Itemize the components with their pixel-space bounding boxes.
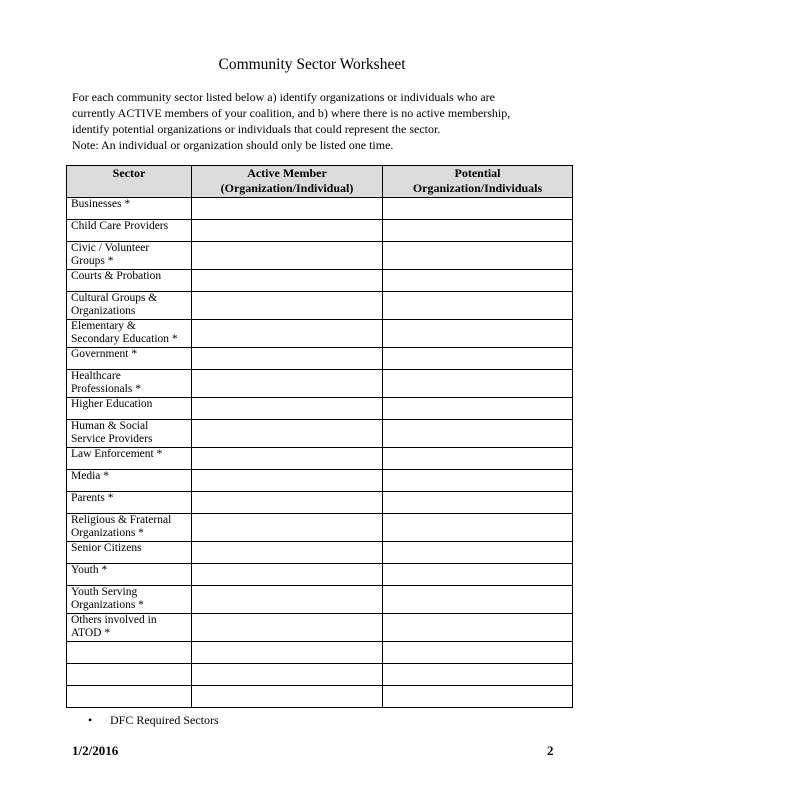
- table-row: [67, 514, 573, 542]
- active-member-cell[interactable]: [192, 320, 383, 348]
- sector-label-line: Senior Citizens: [71, 542, 142, 554]
- active-member-cell[interactable]: [192, 448, 383, 470]
- potential-cell[interactable]: [383, 686, 573, 708]
- table-row: [67, 586, 573, 614]
- table-row: [67, 320, 573, 348]
- active-member-cell[interactable]: [192, 198, 383, 220]
- potential-cell[interactable]: [383, 292, 573, 320]
- table-row: [67, 542, 573, 564]
- sector-cell: [67, 420, 192, 448]
- potential-cell[interactable]: [383, 370, 573, 398]
- page-number: 2: [547, 743, 554, 758]
- sector-cell: [67, 220, 192, 242]
- sector-label-line: Elementary &: [71, 320, 136, 332]
- sector-label-line: Child Care Providers: [71, 220, 169, 232]
- header-line: Active Member: [247, 166, 327, 180]
- page-title: Community Sector Worksheet: [218, 56, 406, 73]
- potential-cell[interactable]: [383, 420, 573, 448]
- table-row: [67, 642, 573, 664]
- potential-cell[interactable]: [383, 270, 573, 292]
- table-row: [67, 270, 573, 292]
- potential-cell[interactable]: [383, 614, 573, 642]
- active-member-cell[interactable]: [192, 398, 383, 420]
- table-row: [67, 198, 573, 220]
- sector-label-line: Civic / Volunteer: [71, 242, 150, 254]
- header-line: (Organization/Individual): [220, 181, 354, 195]
- table-row: [67, 370, 573, 398]
- table-row: [67, 470, 573, 492]
- active-member-cell[interactable]: [192, 664, 383, 686]
- active-member-cell[interactable]: [192, 348, 383, 370]
- sector-label-line: ATOD *: [71, 627, 111, 639]
- sector-cell: [67, 292, 192, 320]
- footer-date: 1/2/2016: [72, 743, 119, 758]
- note-text: DFC Required Sectors: [110, 713, 219, 727]
- sector-label-line: Groups *: [71, 255, 114, 267]
- active-member-cell[interactable]: [192, 564, 383, 586]
- active-member-cell[interactable]: [192, 220, 383, 242]
- active-member-cell[interactable]: [192, 370, 383, 398]
- sector-cell: [67, 542, 192, 564]
- active-member-cell[interactable]: [192, 492, 383, 514]
- sector-label-line: Healthcare: [71, 370, 121, 382]
- sector-label-line: Law Enforcement *: [71, 448, 163, 460]
- sector-label-line: Businesses *: [71, 198, 131, 210]
- potential-cell[interactable]: [383, 320, 573, 348]
- instructions-line: Note: An individual or organization should only be listed one time.: [72, 138, 394, 152]
- sector-label-line: Human & Social: [71, 420, 149, 432]
- instructions-line: For each community sector listed below a) identify organizations or individuals who are: [72, 90, 496, 104]
- sector-label-line: Religious & Fraternal: [71, 514, 172, 526]
- potential-cell[interactable]: [383, 664, 573, 686]
- sector-label-line: Secondary Education *: [71, 333, 178, 345]
- sector-cell: [67, 614, 192, 642]
- potential-cell[interactable]: [383, 398, 573, 420]
- potential-cell[interactable]: [383, 242, 573, 270]
- potential-cell[interactable]: [383, 564, 573, 586]
- sector-cell: [67, 370, 192, 398]
- active-member-cell[interactable]: [192, 242, 383, 270]
- potential-cell[interactable]: [383, 198, 573, 220]
- sector-cell: [67, 348, 192, 370]
- sector-cell: [67, 470, 192, 492]
- sector-cell: [67, 586, 192, 614]
- active-member-cell[interactable]: [192, 542, 383, 564]
- table-row: [67, 420, 573, 448]
- header-potential: [383, 166, 573, 198]
- active-member-cell[interactable]: [192, 642, 383, 664]
- sector-label-line: Organizations: [71, 305, 136, 317]
- active-member-cell[interactable]: [192, 270, 383, 292]
- instructions-line: identify potential organizations or individuals that could represent the sector.: [72, 122, 441, 136]
- potential-cell[interactable]: [383, 492, 573, 514]
- potential-cell[interactable]: [383, 642, 573, 664]
- table-row: [67, 348, 573, 370]
- table-row: [67, 564, 573, 586]
- sector-table: [66, 165, 573, 708]
- active-member-cell[interactable]: [192, 292, 383, 320]
- sector-cell: [67, 198, 192, 220]
- table-row: [67, 614, 573, 642]
- instructions: [72, 89, 572, 153]
- table-row: [67, 686, 573, 708]
- active-member-cell[interactable]: [192, 514, 383, 542]
- sector-cell: [67, 398, 192, 420]
- header-sector: Sector: [67, 166, 192, 198]
- header-line: Organization/Individuals: [412, 181, 543, 195]
- sector-cell: [67, 448, 192, 470]
- table-header-row: [67, 166, 573, 198]
- instructions-line: currently ACTIVE members of your coalition, and b) where there is no active membership,: [72, 106, 511, 120]
- potential-cell[interactable]: [383, 586, 573, 614]
- sector-label-line: Service Providers: [71, 433, 153, 445]
- active-member-cell[interactable]: [192, 586, 383, 614]
- sector-cell: [67, 686, 192, 708]
- sector-cell: [67, 664, 192, 686]
- sector-label-line: Cultural Groups &: [71, 292, 158, 304]
- sector-label-line: Higher Education: [71, 398, 153, 410]
- bullet-icon: •: [88, 713, 93, 727]
- header-line: Potential: [454, 166, 501, 180]
- active-member-cell[interactable]: [192, 420, 383, 448]
- sector-cell: [67, 320, 192, 348]
- sector-label-line: Youth *: [71, 564, 108, 576]
- sector-cell: [67, 242, 192, 270]
- sector-label-line: Government *: [71, 348, 138, 360]
- potential-cell[interactable]: [383, 514, 573, 542]
- sector-label-line: Youth Serving: [71, 586, 138, 598]
- table-row: [67, 220, 573, 242]
- sector-label-line: Parents *: [71, 492, 114, 504]
- table-row: [67, 664, 573, 686]
- sector-label-line: Courts & Probation: [71, 270, 162, 282]
- sector-cell: [67, 492, 192, 514]
- potential-cell[interactable]: [383, 220, 573, 242]
- active-member-cell[interactable]: [192, 614, 383, 642]
- sector-label-line: Others involved in: [71, 614, 157, 626]
- active-member-cell[interactable]: [192, 470, 383, 492]
- table-row: [67, 448, 573, 470]
- table-row: [67, 492, 573, 514]
- header-active-member: [192, 166, 383, 198]
- sector-label-line: Media *: [71, 470, 110, 482]
- sector-cell: [67, 270, 192, 292]
- sector-cell: [67, 564, 192, 586]
- active-member-cell[interactable]: [192, 686, 383, 708]
- potential-cell[interactable]: [383, 470, 573, 492]
- required-sectors-note: [88, 713, 219, 728]
- potential-cell[interactable]: [383, 348, 573, 370]
- sector-cell: [67, 642, 192, 664]
- table-row: [67, 292, 573, 320]
- table-row: [67, 242, 573, 270]
- table-row: [67, 398, 573, 420]
- sector-cell: [67, 514, 192, 542]
- sector-label-line: Professionals *: [71, 383, 141, 395]
- sector-label-line: Organizations *: [71, 527, 144, 539]
- potential-cell[interactable]: [383, 448, 573, 470]
- sector-label-line: Organizations *: [71, 599, 144, 611]
- potential-cell[interactable]: [383, 542, 573, 564]
